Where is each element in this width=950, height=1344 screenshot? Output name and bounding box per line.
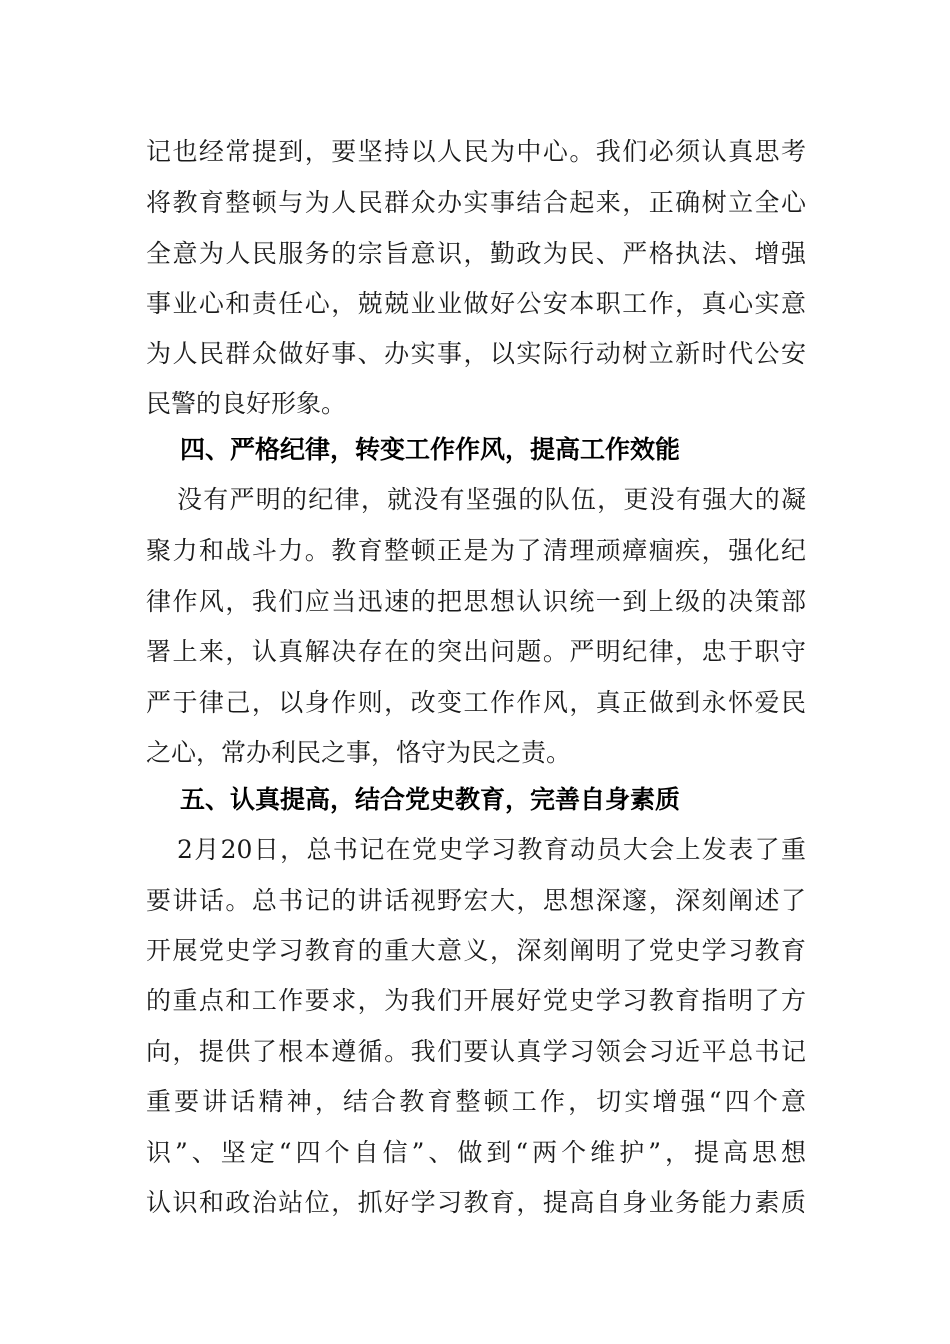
paragraph-2-line: 署上来，认真解决存在的突出问题。严明纪律，忠于职守 xyxy=(146,637,806,666)
paragraph-3-line: 向，提供了根本遵循。我们要认真学习领会习近平总书记 xyxy=(146,1037,806,1066)
paragraph-2-line: 之心，常办利民之事，恪守为民之责。 xyxy=(146,738,572,767)
paragraph-3-line: 认识和政治站位，抓好学习教育，提高自身业务能力素质 xyxy=(146,1188,806,1217)
paragraph-1-line: 将教育整顿与为人民群众办实事结合起来，正确树立全心 xyxy=(146,188,806,217)
paragraph-2-line: 没有严明的纪律，就没有坚强的队伍，更没有强大的凝 xyxy=(177,485,806,514)
paragraph-2-line: 律作风，我们应当迅速的把思想认识统一到上级的决策部 xyxy=(146,587,806,616)
paragraph-3-line: 开展党史学习教育的重大意义，深刻阐明了党史学习教育 xyxy=(146,936,806,965)
paragraph-3-line: 识”、坚定“四个自信”、做到“两个维护”，提高思想 xyxy=(146,1138,806,1167)
paragraph-1-line: 记也经常提到，要坚持以人民为中心。我们必须认真思考 xyxy=(146,137,806,166)
section-heading-5: 五、认真提高，结合党史教育，完善自身素质 xyxy=(180,785,681,814)
section-heading-4: 四、严格纪律，转变工作作风，提高工作效能 xyxy=(180,435,681,464)
paragraph-1-line: 全意为人民服务的宗旨意识，勤政为民、严格执法、增强 xyxy=(146,239,806,268)
paragraph-3-line: 要讲话。总书记的讲话视野宏大，思想深邃，深刻阐述了 xyxy=(146,886,806,915)
paragraph-2-line: 聚力和战斗力。教育整顿正是为了清理顽瘴痼疾，强化纪 xyxy=(146,536,806,565)
paragraph-2-line: 严于律己，以身作则，改变工作作风，真正做到永怀爱民 xyxy=(146,688,806,717)
paragraph-3-line: 重要讲话精神，结合教育整顿工作，切实增强“四个意 xyxy=(146,1087,806,1116)
paragraph-3-line: 的重点和工作要求，为我们开展好党史学习教育指明了方 xyxy=(146,986,806,1015)
paragraph-1-line: 民警的良好形象。 xyxy=(146,389,347,418)
paragraph-1-line: 为人民群众做好事、办实事，以实际行动树立新时代公安 xyxy=(146,339,806,368)
paragraph-3-line: 2月20日，总书记在党史学习教育动员大会上发表了重 xyxy=(177,835,806,864)
paragraph-1-line: 事业心和责任心，兢兢业业做好公安本职工作，真心实意 xyxy=(146,289,806,318)
